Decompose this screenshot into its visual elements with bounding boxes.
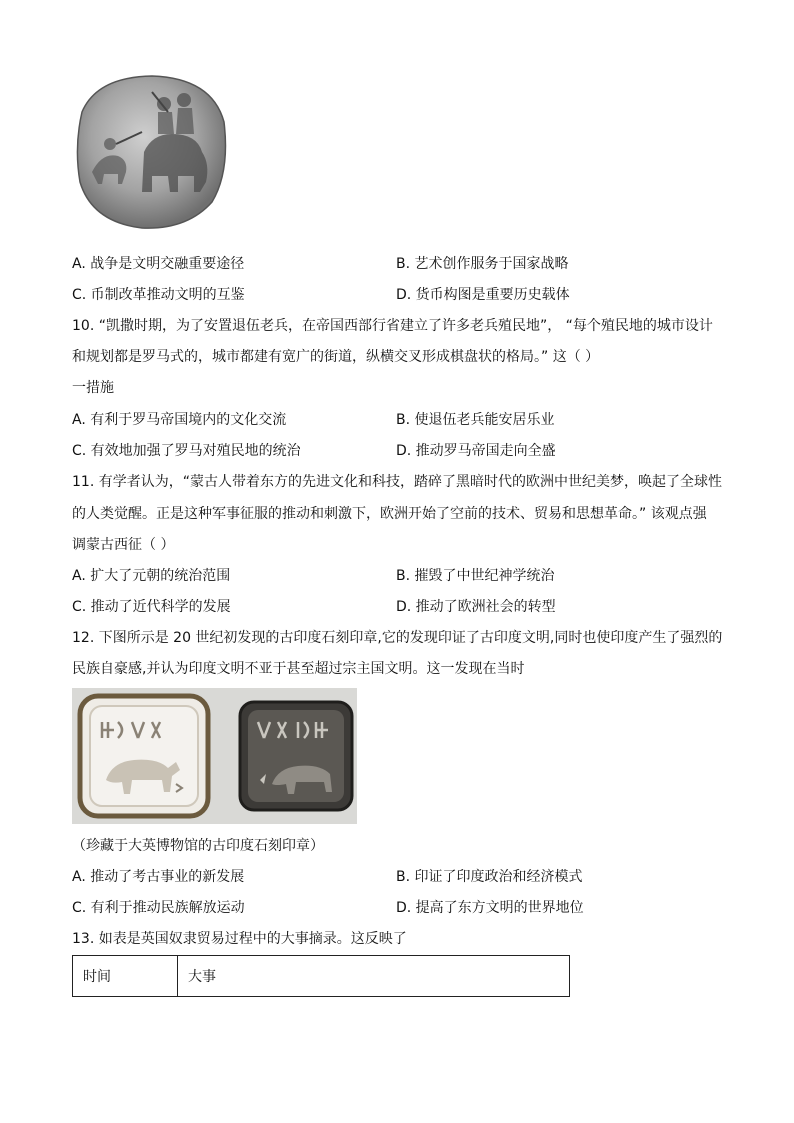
- q11-option-a: A. 扩大了元朝的统治范围: [72, 568, 231, 584]
- q11-option-c: C. 推动了近代科学的发展: [72, 599, 231, 615]
- q13-stem-line1: 13. 如表是英国奴隶贸易过程中的大事摘录。这反映了: [72, 931, 407, 947]
- q11-stem-line3: 调蒙古西征（ ）: [72, 537, 175, 553]
- q13-table: [72, 955, 570, 997]
- q12-stem-line1: 12. 下图所示是 20 世纪初发现的古印度石刻印章,它的发现印证了古印度文明,同时也使印度产生了强烈的: [72, 630, 723, 646]
- q9-option-c: C. 币制改革推动文明的互鉴: [72, 287, 245, 303]
- q10-option-c: C. 有效地加强了罗马对殖民地的统治: [72, 443, 301, 459]
- q11-option-b: B. 摧毁了中世纪神学统治: [396, 568, 555, 584]
- q9-option-b: B. 艺术创作服务于国家战略: [396, 256, 569, 272]
- q12-stem-line2: 民族自豪感,并认为印度文明不亚于甚至超过宗主国文明。这一发现在当时: [72, 661, 525, 677]
- seals-image: [72, 688, 357, 824]
- q12-option-d: D. 提高了东方文明的世界地位: [396, 900, 584, 916]
- q10-option-d: D. 推动罗马帝国走向全盛: [396, 443, 556, 459]
- q10-option-a: A. 有利于罗马帝国境内的文化交流: [72, 412, 287, 428]
- q10-stem-line1: 10. “凯撒时期，为了安置退伍老兵，在帝国西部行省建立了许多老兵殖民地”， “每个殖民地的城市设计: [72, 318, 713, 334]
- q11-stem-line2: 的人类觉醒。正是这种军事征服的推动和刺激下，欧洲开始了空前的技术、贸易和思想革命。” 该观点强: [72, 506, 707, 522]
- q9-option-d: D. 货币构图是重要历史载体: [396, 287, 570, 303]
- q12-option-a: A. 推动了考古事业的新发展: [72, 869, 245, 885]
- q10-stem-line2: 和规划都是罗马式的，城市都建有宽广的街道，纵横交叉形成棋盘状的格局。” 这（ ）: [72, 349, 600, 365]
- q12-image-caption: （珍藏于大英博物馆的古印度石刻印章）: [72, 838, 324, 854]
- table-header-time: 时间: [73, 956, 178, 997]
- q12-option-b: B. 印证了印度政治和经济模式: [396, 869, 583, 885]
- table-header-row: [73, 956, 570, 997]
- q12-option-c: C. 有利于推动民族解放运动: [72, 900, 245, 916]
- q11-option-d: D. 推动了欧洲社会的转型: [396, 599, 556, 615]
- q10-option-b: B. 使退伍老兵能安居乐业: [396, 412, 555, 428]
- q9-option-a: A. 战争是文明交融重要途径: [72, 256, 245, 272]
- table-header-event: 大事: [178, 956, 570, 997]
- coin-image: [72, 72, 230, 232]
- q10-stem-line3: 一措施: [72, 380, 114, 396]
- q11-stem-line1: 11. 有学者认为，“蒙古人带着东方的先进文化和科技，踏碎了黑暗时代的欧洲中世纪美梦，唤起了全球性: [72, 474, 722, 490]
